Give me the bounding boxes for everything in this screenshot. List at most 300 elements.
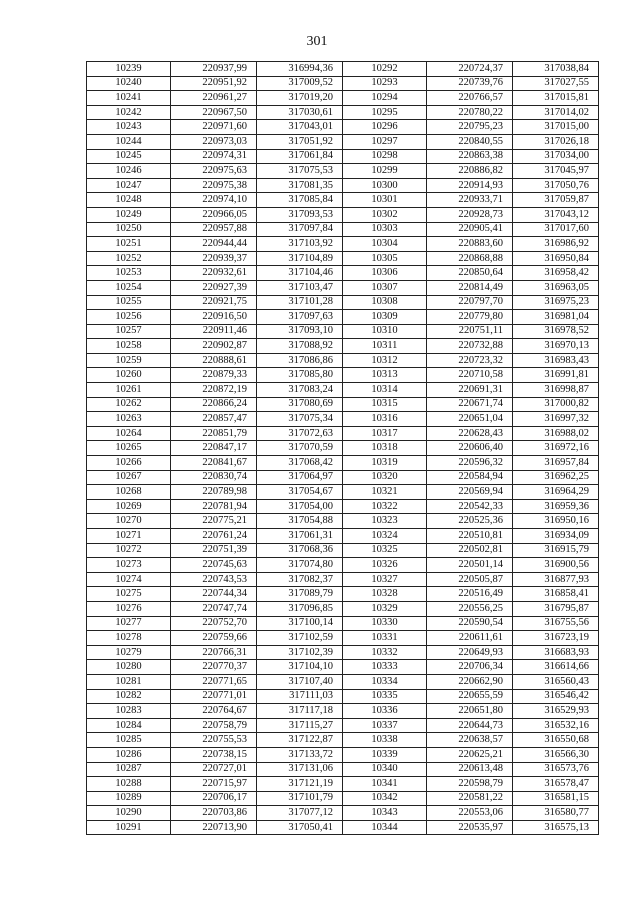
y-coordinate-left: 317009,52 — [257, 76, 343, 91]
y-coordinate-right: 317050,76 — [513, 178, 599, 193]
point-number-left: 10281 — [87, 674, 171, 689]
point-number-right: 10342 — [343, 791, 427, 806]
y-coordinate-left: 317115,27 — [257, 718, 343, 733]
x-coordinate-left: 220911,46 — [171, 324, 257, 339]
point-number-right: 10338 — [343, 733, 427, 748]
point-number-left: 10278 — [87, 631, 171, 646]
point-number-left: 10244 — [87, 134, 171, 149]
point-number-right: 10329 — [343, 601, 427, 616]
y-coordinate-left: 317068,36 — [257, 543, 343, 558]
table-row — [87, 543, 599, 558]
point-number-right: 10328 — [343, 587, 427, 602]
point-number-left: 10242 — [87, 105, 171, 120]
point-number-right: 10321 — [343, 485, 427, 500]
page-number: 301 — [306, 34, 328, 49]
point-number-right: 10315 — [343, 397, 427, 412]
y-coordinate-left: 317051,92 — [257, 134, 343, 149]
point-number-left: 10268 — [87, 485, 171, 500]
y-coordinate-right: 317059,87 — [513, 193, 599, 208]
y-coordinate-right: 316578,47 — [513, 777, 599, 792]
y-coordinate-left: 317093,53 — [257, 207, 343, 222]
x-coordinate-left: 220759,66 — [171, 631, 257, 646]
point-number-left: 10261 — [87, 383, 171, 398]
y-coordinate-right: 316795,87 — [513, 601, 599, 616]
point-number-right: 10319 — [343, 456, 427, 471]
y-coordinate-left: 317093,10 — [257, 324, 343, 339]
table-row — [87, 412, 599, 427]
point-number-left: 10287 — [87, 762, 171, 777]
y-coordinate-right: 317015,00 — [513, 120, 599, 135]
x-coordinate-left: 220789,98 — [171, 485, 257, 500]
y-coordinate-right: 316957,84 — [513, 456, 599, 471]
y-coordinate-left: 317068,42 — [257, 456, 343, 471]
x-coordinate-right: 220542,33 — [427, 499, 513, 514]
point-number-left: 10250 — [87, 222, 171, 237]
x-coordinate-left: 220781,94 — [171, 499, 257, 514]
point-number-left: 10288 — [87, 777, 171, 792]
x-coordinate-right: 220502,81 — [427, 543, 513, 558]
x-coordinate-left: 220761,24 — [171, 529, 257, 544]
y-coordinate-left: 317097,84 — [257, 222, 343, 237]
y-coordinate-left: 317077,12 — [257, 806, 343, 821]
x-coordinate-right: 220535,97 — [427, 820, 513, 835]
table-row — [87, 645, 599, 660]
x-coordinate-left: 220866,24 — [171, 397, 257, 412]
x-coordinate-right: 220510,81 — [427, 529, 513, 544]
point-number-right: 10318 — [343, 441, 427, 456]
x-coordinate-left: 220771,01 — [171, 689, 257, 704]
y-coordinate-right: 317045,97 — [513, 164, 599, 179]
point-number-left: 10291 — [87, 820, 171, 835]
y-coordinate-left: 317101,79 — [257, 791, 343, 806]
x-coordinate-left: 220916,50 — [171, 310, 257, 325]
y-coordinate-right: 316581,15 — [513, 791, 599, 806]
y-coordinate-left: 317122,87 — [257, 733, 343, 748]
y-coordinate-left: 317082,37 — [257, 572, 343, 587]
x-coordinate-right: 220501,14 — [427, 558, 513, 573]
y-coordinate-right: 316723,19 — [513, 631, 599, 646]
table-row — [87, 485, 599, 500]
x-coordinate-right: 220651,80 — [427, 704, 513, 719]
y-coordinate-left: 317054,88 — [257, 514, 343, 529]
x-coordinate-right: 220590,54 — [427, 616, 513, 631]
y-coordinate-right: 316986,92 — [513, 237, 599, 252]
table-row — [87, 791, 599, 806]
table-row — [87, 820, 599, 835]
point-number-left: 10245 — [87, 149, 171, 164]
y-coordinate-left: 317075,34 — [257, 412, 343, 427]
table-row — [87, 529, 599, 544]
table-row — [87, 456, 599, 471]
table-row — [87, 149, 599, 164]
y-coordinate-left: 317074,80 — [257, 558, 343, 573]
point-number-right: 10325 — [343, 543, 427, 558]
point-number-right: 10306 — [343, 266, 427, 281]
x-coordinate-left: 220847,17 — [171, 441, 257, 456]
y-coordinate-left: 317131,06 — [257, 762, 343, 777]
point-number-left: 10276 — [87, 601, 171, 616]
y-coordinate-left: 317107,40 — [257, 674, 343, 689]
x-coordinate-right: 220584,94 — [427, 470, 513, 485]
x-coordinate-left: 220944,44 — [171, 237, 257, 252]
y-coordinate-right: 316988,02 — [513, 426, 599, 441]
y-coordinate-right: 316580,77 — [513, 806, 599, 821]
point-number-left: 10283 — [87, 704, 171, 719]
point-number-left: 10253 — [87, 266, 171, 281]
y-coordinate-left: 317101,28 — [257, 295, 343, 310]
x-coordinate-right: 220739,76 — [427, 76, 513, 91]
point-number-right: 10301 — [343, 193, 427, 208]
point-number-left: 10273 — [87, 558, 171, 573]
y-coordinate-right: 317026,18 — [513, 134, 599, 149]
y-coordinate-right: 316983,43 — [513, 353, 599, 368]
point-number-left: 10265 — [87, 441, 171, 456]
x-coordinate-right: 220766,57 — [427, 91, 513, 106]
x-coordinate-left: 220713,90 — [171, 820, 257, 835]
point-number-left: 10262 — [87, 397, 171, 412]
y-coordinate-left: 317086,86 — [257, 353, 343, 368]
point-number-left: 10258 — [87, 339, 171, 354]
x-coordinate-left: 220939,37 — [171, 251, 257, 266]
x-coordinate-left: 220975,63 — [171, 164, 257, 179]
y-coordinate-left: 317100,14 — [257, 616, 343, 631]
y-coordinate-right: 317034,00 — [513, 149, 599, 164]
y-coordinate-left: 317103,92 — [257, 237, 343, 252]
x-coordinate-right: 220706,34 — [427, 660, 513, 675]
point-number-right: 10303 — [343, 222, 427, 237]
y-coordinate-left: 317072,63 — [257, 426, 343, 441]
x-coordinate-left: 220921,75 — [171, 295, 257, 310]
point-number-right: 10312 — [343, 353, 427, 368]
y-coordinate-right: 316975,23 — [513, 295, 599, 310]
x-coordinate-left: 220744,34 — [171, 587, 257, 602]
x-coordinate-right: 220505,87 — [427, 572, 513, 587]
point-number-right: 10294 — [343, 91, 427, 106]
y-coordinate-right: 316858,41 — [513, 587, 599, 602]
y-coordinate-left: 317043,01 — [257, 120, 343, 135]
x-coordinate-left: 220758,79 — [171, 718, 257, 733]
point-number-right: 10335 — [343, 689, 427, 704]
point-number-left: 10267 — [87, 470, 171, 485]
point-number-right: 10344 — [343, 820, 427, 835]
y-coordinate-left: 317085,80 — [257, 368, 343, 383]
point-number-right: 10314 — [343, 383, 427, 398]
x-coordinate-right: 220651,04 — [427, 412, 513, 427]
x-coordinate-left: 220975,38 — [171, 178, 257, 193]
table-row — [87, 601, 599, 616]
x-coordinate-left: 220973,03 — [171, 134, 257, 149]
y-coordinate-right: 316532,16 — [513, 718, 599, 733]
table-row — [87, 164, 599, 179]
x-coordinate-left: 220771,65 — [171, 674, 257, 689]
table-row — [87, 76, 599, 91]
point-number-right: 10317 — [343, 426, 427, 441]
table-row — [87, 674, 599, 689]
point-number-right: 10307 — [343, 280, 427, 295]
y-coordinate-right: 316529,93 — [513, 704, 599, 719]
point-number-right: 10336 — [343, 704, 427, 719]
point-number-left: 10248 — [87, 193, 171, 208]
x-coordinate-left: 220851,79 — [171, 426, 257, 441]
x-coordinate-left: 220961,27 — [171, 91, 257, 106]
y-coordinate-left: 317089,79 — [257, 587, 343, 602]
x-coordinate-left: 220927,39 — [171, 280, 257, 295]
y-coordinate-left: 317030,61 — [257, 105, 343, 120]
point-number-right: 10308 — [343, 295, 427, 310]
table-row — [87, 689, 599, 704]
y-coordinate-right: 316573,76 — [513, 762, 599, 777]
y-coordinate-left: 317075,53 — [257, 164, 343, 179]
x-coordinate-right: 220662,90 — [427, 674, 513, 689]
x-coordinate-left: 220775,21 — [171, 514, 257, 529]
table-row — [87, 660, 599, 675]
table-row — [87, 806, 599, 821]
x-coordinate-right: 220723,32 — [427, 353, 513, 368]
x-coordinate-right: 220780,22 — [427, 105, 513, 120]
point-number-right: 10295 — [343, 105, 427, 120]
y-coordinate-left: 317133,72 — [257, 747, 343, 762]
point-number-left: 10259 — [87, 353, 171, 368]
point-number-right: 10313 — [343, 368, 427, 383]
x-coordinate-left: 220879,33 — [171, 368, 257, 383]
x-coordinate-left: 220937,99 — [171, 62, 257, 77]
point-number-left: 10263 — [87, 412, 171, 427]
y-coordinate-right: 316964,29 — [513, 485, 599, 500]
x-coordinate-left: 220766,31 — [171, 645, 257, 660]
y-coordinate-right: 317027,55 — [513, 76, 599, 91]
y-coordinate-right: 316997,32 — [513, 412, 599, 427]
table-row — [87, 339, 599, 354]
x-coordinate-left: 220715,97 — [171, 777, 257, 792]
table-row — [87, 470, 599, 485]
x-coordinate-right: 220883,60 — [427, 237, 513, 252]
table-row — [87, 120, 599, 135]
y-coordinate-right: 316575,13 — [513, 820, 599, 835]
point-number-right: 10316 — [343, 412, 427, 427]
y-coordinate-left: 317081,35 — [257, 178, 343, 193]
x-coordinate-left: 220902,87 — [171, 339, 257, 354]
point-number-right: 10299 — [343, 164, 427, 179]
point-number-left: 10241 — [87, 91, 171, 106]
x-coordinate-left: 220751,39 — [171, 543, 257, 558]
table-row — [87, 353, 599, 368]
point-number-left: 10274 — [87, 572, 171, 587]
point-number-left: 10249 — [87, 207, 171, 222]
y-coordinate-left: 317061,84 — [257, 149, 343, 164]
x-coordinate-right: 220516,49 — [427, 587, 513, 602]
x-coordinate-right: 220914,93 — [427, 178, 513, 193]
x-coordinate-right: 220598,79 — [427, 777, 513, 792]
point-number-right: 10310 — [343, 324, 427, 339]
x-coordinate-left: 220752,70 — [171, 616, 257, 631]
table-row — [87, 193, 599, 208]
point-number-right: 10320 — [343, 470, 427, 485]
y-coordinate-right: 316950,84 — [513, 251, 599, 266]
table-row — [87, 280, 599, 295]
x-coordinate-left: 220747,74 — [171, 601, 257, 616]
x-coordinate-right: 220644,73 — [427, 718, 513, 733]
point-number-left: 10246 — [87, 164, 171, 179]
y-coordinate-right: 317017,60 — [513, 222, 599, 237]
point-number-right: 10330 — [343, 616, 427, 631]
y-coordinate-right: 316963,05 — [513, 280, 599, 295]
point-number-left: 10289 — [87, 791, 171, 806]
x-coordinate-right: 220525,36 — [427, 514, 513, 529]
table-row — [87, 558, 599, 573]
y-coordinate-right: 316614,66 — [513, 660, 599, 675]
table-row — [87, 62, 599, 77]
y-coordinate-left: 317080,69 — [257, 397, 343, 412]
table-row — [87, 178, 599, 193]
x-coordinate-left: 220872,19 — [171, 383, 257, 398]
x-coordinate-left: 220974,10 — [171, 193, 257, 208]
table-row — [87, 397, 599, 412]
y-coordinate-left: 317085,84 — [257, 193, 343, 208]
x-coordinate-right: 220628,43 — [427, 426, 513, 441]
point-number-left: 10269 — [87, 499, 171, 514]
x-coordinate-right: 220928,73 — [427, 207, 513, 222]
point-number-left: 10247 — [87, 178, 171, 193]
point-number-left: 10243 — [87, 120, 171, 135]
x-coordinate-left: 220727,01 — [171, 762, 257, 777]
point-number-left: 10280 — [87, 660, 171, 675]
x-coordinate-right: 220638,57 — [427, 733, 513, 748]
y-coordinate-right: 316560,43 — [513, 674, 599, 689]
point-number-left: 10272 — [87, 543, 171, 558]
x-coordinate-right: 220596,32 — [427, 456, 513, 471]
table-row — [87, 237, 599, 252]
point-number-left: 10266 — [87, 456, 171, 471]
y-coordinate-right: 316934,09 — [513, 529, 599, 544]
y-coordinate-right: 316915,79 — [513, 543, 599, 558]
y-coordinate-left: 317070,59 — [257, 441, 343, 456]
table-row — [87, 704, 599, 719]
y-coordinate-left: 317083,24 — [257, 383, 343, 398]
x-coordinate-right: 220795,23 — [427, 120, 513, 135]
table-row — [87, 777, 599, 792]
y-coordinate-left: 317054,67 — [257, 485, 343, 500]
point-number-right: 10333 — [343, 660, 427, 675]
table-row — [87, 514, 599, 529]
point-number-right: 10311 — [343, 339, 427, 354]
point-number-right: 10341 — [343, 777, 427, 792]
table-row — [87, 105, 599, 120]
x-coordinate-left: 220764,67 — [171, 704, 257, 719]
y-coordinate-left: 317102,39 — [257, 645, 343, 660]
point-number-right: 10304 — [343, 237, 427, 252]
x-coordinate-right: 220569,94 — [427, 485, 513, 500]
point-number-left: 10254 — [87, 280, 171, 295]
x-coordinate-left: 220888,61 — [171, 353, 257, 368]
table-row — [87, 324, 599, 339]
x-coordinate-left: 220932,61 — [171, 266, 257, 281]
x-coordinate-left: 220857,47 — [171, 412, 257, 427]
x-coordinate-right: 220724,37 — [427, 62, 513, 77]
point-number-left: 10290 — [87, 806, 171, 821]
point-number-left: 10239 — [87, 62, 171, 77]
y-coordinate-right: 316877,93 — [513, 572, 599, 587]
table-row — [87, 134, 599, 149]
y-coordinate-left: 317104,89 — [257, 251, 343, 266]
point-number-right: 10343 — [343, 806, 427, 821]
x-coordinate-right: 220868,88 — [427, 251, 513, 266]
table-row — [87, 587, 599, 602]
y-coordinate-right: 317000,82 — [513, 397, 599, 412]
x-coordinate-left: 220966,05 — [171, 207, 257, 222]
point-number-left: 10275 — [87, 587, 171, 602]
y-coordinate-left: 317050,41 — [257, 820, 343, 835]
x-coordinate-right: 220732,88 — [427, 339, 513, 354]
x-coordinate-left: 220967,50 — [171, 105, 257, 120]
x-coordinate-left: 220957,88 — [171, 222, 257, 237]
point-number-left: 10240 — [87, 76, 171, 91]
x-coordinate-left: 220971,60 — [171, 120, 257, 135]
point-number-right: 10322 — [343, 499, 427, 514]
point-number-right: 10302 — [343, 207, 427, 222]
table-row — [87, 295, 599, 310]
x-coordinate-right: 220553,06 — [427, 806, 513, 821]
x-coordinate-right: 220905,41 — [427, 222, 513, 237]
table-row — [87, 631, 599, 646]
point-number-left: 10279 — [87, 645, 171, 660]
point-number-right: 10324 — [343, 529, 427, 544]
x-coordinate-right: 220655,59 — [427, 689, 513, 704]
x-coordinate-left: 220770,37 — [171, 660, 257, 675]
x-coordinate-right: 220671,74 — [427, 397, 513, 412]
table-row — [87, 733, 599, 748]
table-row — [87, 426, 599, 441]
x-coordinate-right: 220611,61 — [427, 631, 513, 646]
x-coordinate-right: 220863,38 — [427, 149, 513, 164]
point-number-right: 10339 — [343, 747, 427, 762]
table-row — [87, 572, 599, 587]
table-row — [87, 718, 599, 733]
x-coordinate-left: 220745,63 — [171, 558, 257, 573]
x-coordinate-right: 220797,70 — [427, 295, 513, 310]
y-coordinate-left: 317102,59 — [257, 631, 343, 646]
table-row — [87, 266, 599, 281]
y-coordinate-left: 317111,03 — [257, 689, 343, 704]
y-coordinate-left: 317088,92 — [257, 339, 343, 354]
y-coordinate-left: 317061,31 — [257, 529, 343, 544]
y-coordinate-left: 316994,36 — [257, 62, 343, 77]
point-number-right: 10298 — [343, 149, 427, 164]
point-number-left: 10257 — [87, 324, 171, 339]
point-number-right: 10326 — [343, 558, 427, 573]
y-coordinate-right: 316991,81 — [513, 368, 599, 383]
point-number-right: 10327 — [343, 572, 427, 587]
coordinate-table-body — [87, 62, 599, 835]
x-coordinate-left: 220738,15 — [171, 747, 257, 762]
x-coordinate-left: 220974,31 — [171, 149, 257, 164]
point-number-left: 10277 — [87, 616, 171, 631]
table-row — [87, 207, 599, 222]
point-number-left: 10285 — [87, 733, 171, 748]
y-coordinate-right: 316970,13 — [513, 339, 599, 354]
point-number-left: 10252 — [87, 251, 171, 266]
y-coordinate-right: 316962,25 — [513, 470, 599, 485]
y-coordinate-left: 317121,19 — [257, 777, 343, 792]
point-number-right: 10323 — [343, 514, 427, 529]
table-row — [87, 747, 599, 762]
x-coordinate-left: 220743,53 — [171, 572, 257, 587]
y-coordinate-right: 316978,52 — [513, 324, 599, 339]
point-number-left: 10284 — [87, 718, 171, 733]
point-number-right: 10296 — [343, 120, 427, 135]
y-coordinate-right: 317015,81 — [513, 91, 599, 106]
y-coordinate-left: 317104,10 — [257, 660, 343, 675]
x-coordinate-right: 220886,82 — [427, 164, 513, 179]
